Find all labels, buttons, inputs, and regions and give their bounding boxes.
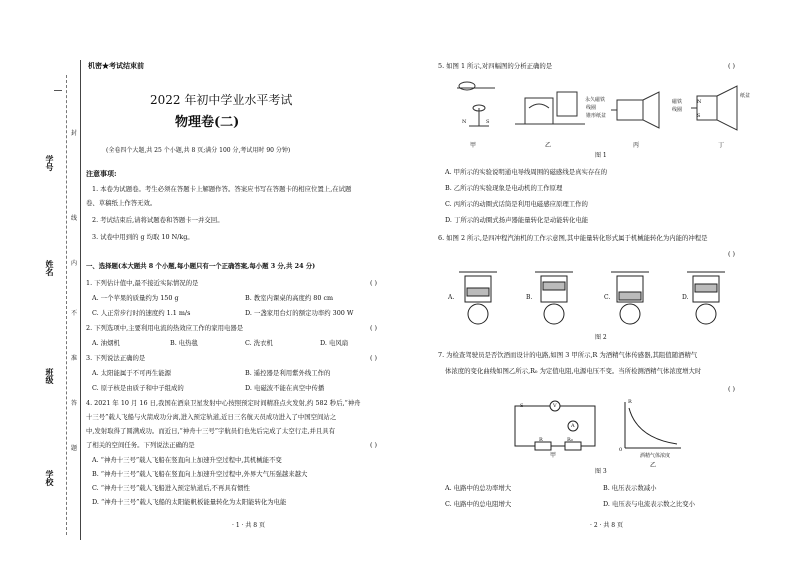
fig1-annotation-cone: 锥形纸盆 — [586, 113, 607, 119]
q4-answer-blank: ( ) — [370, 441, 378, 449]
q4-option-b: B. “神舟十三号”载人飞船在竖直向上加速升空过程中,外界大气压强越来越大 — [92, 470, 308, 478]
fig1-annotation-paper-cone: 纸盆 — [740, 93, 751, 99]
margin-label-class: 班级 — [45, 368, 55, 384]
q6-answer-blank: ( ) — [728, 250, 736, 258]
q1-option-a: A. 一个苹果的质量约为 150 g — [92, 294, 179, 302]
q1-stem: 1. 下列估计值中,最不接近实际情况的是 — [86, 279, 199, 287]
q2-option-a: A. 油烟机 — [92, 339, 120, 347]
q6-stem: 6. 如图 2 所示,是四冲程汽油机的工作示意图,其中能量转化形式属于机械能转化为内能的冲程是 — [438, 234, 708, 242]
fig1-annotation-magnet: 磁铁 — [672, 99, 683, 105]
q5-option-a: A. 甲所示的实验说明通电导线周围的磁感线是真实存在的 — [445, 168, 608, 176]
q2-option-c: C. 洗衣机 — [245, 339, 273, 347]
q1-option-c: C. 人正常步行时的速度约 1.1 m/s — [92, 309, 191, 317]
page-1-footer: · 1 · 共 8 页 — [232, 522, 265, 529]
fig3-switch-label: S — [520, 403, 524, 409]
q5-option-c: C. 丙所示的动圈式话筒是利用电磁感应原理工作的 — [445, 200, 588, 208]
fig1-pole-s: S — [697, 113, 701, 119]
q5-option-b: B. 乙所示的实验现象是电动机的工作原理 — [445, 184, 563, 192]
exam-info: (全卷四个大题,共 25 个小题,共 8 页;满分 100 分,考试用时 90 分钟) — [106, 147, 291, 154]
fig3-graph-ylabel: R — [628, 399, 632, 405]
fig3-label-jia: 甲 — [550, 452, 557, 459]
section-1-heading: 一、选择题(本大题共 8 个小题,每小题只有一个正确答案,每小题 3 分,共 24 分) — [86, 262, 316, 270]
note-line: 1. 本卷为试题卷。考生必须在答题卡上解题作答。答案应书写在答题卡的相应位置上,在试题 — [92, 185, 352, 193]
margin-blank-line — [54, 90, 62, 91]
cut-mark: 准 — [71, 355, 78, 362]
q4-option-d: D. “神舟十三号”载人飞船的太阳能帆板能量转化为太阳能转化为电能 — [92, 498, 287, 506]
margin-label-name: 姓名 — [45, 260, 55, 276]
q4-stem-line: 中,发射取得了圆满成功。而近日,“神舟十三号”宇航员们也先后完成了太空行走,并且具有 — [86, 427, 336, 435]
fig3-caption: 图 3 — [595, 468, 607, 475]
fig1-label-bing: 丙 — [633, 142, 640, 149]
fig1-label-yi: 乙 — [545, 142, 552, 149]
margin-label-student-id: 学号 — [45, 155, 55, 171]
engine-stroke-b — [535, 272, 573, 324]
binding-solid-line — [80, 60, 81, 540]
fig2-label-a: A. — [448, 294, 455, 301]
engine-stroke-d — [687, 272, 725, 324]
fig1-annotation-coil-2: 线圈 — [672, 107, 683, 113]
note-line: 卷、草稿纸上作答无效。 — [86, 199, 157, 207]
confidential-label: 机密★考试结束前 — [88, 61, 144, 70]
fig2-caption: 图 2 — [595, 334, 607, 341]
q1-answer-blank: ( ) — [370, 279, 378, 287]
fig2-label-d: D. — [682, 294, 689, 301]
q4-stem-line: 了相关的空间任务。下列说法正确的是 — [86, 441, 195, 449]
fig1-label-ding: 丁 — [718, 142, 725, 149]
q3-option-d: D. 电磁波不能在真空中传播 — [245, 384, 325, 392]
q5-stem: 5. 如图 1 所示,对四幅图的分析正确的是 — [438, 62, 553, 70]
q4-stem-line: 4. 2021 年 10 月 16 日,我国在酒泉卫星发射中心按照预定时间精准点火发射,约 582 秒后,“神舟 — [86, 399, 361, 407]
q2-option-d: D. 电风扇 — [320, 339, 349, 347]
fig3-graph — [625, 402, 681, 448]
fig2-label-c: C. — [604, 294, 611, 301]
cut-mark: 封 — [71, 130, 78, 137]
q3-stem: 3. 下列说法正确的是 — [86, 354, 146, 362]
fig1-annotation-coil: 线圈 — [586, 105, 597, 111]
q7-option-a: A. 电路中的总功率增大 — [445, 484, 512, 492]
fig1-annotation-permanent-magnet: 永久磁铁 — [585, 97, 606, 103]
q2-answer-blank: ( ) — [370, 324, 378, 332]
q7-option-d: D. 电压表与电流表示数之比变小 — [603, 500, 696, 508]
binding-cut-line — [66, 75, 67, 535]
q7-stem-line: 7. 为检查驾驶员是否饮酒而设计的电路,如图 3 甲所示,R 为酒精气体传感器,其阻值随酒精气 — [438, 351, 698, 359]
note-line: 2. 考试结束后,请将试题卷和答题卡一并交回。 — [92, 216, 224, 224]
q1-option-d: D. 一盏家用台灯的额定功率约 300 W — [245, 309, 354, 317]
exam-subtitle: 物理卷(二) — [175, 115, 240, 130]
fig3-r0-label: R₀ — [567, 437, 573, 443]
q2-stem: 2. 下列选项中,主要利用电流的热效应工作的家用电器是 — [86, 324, 244, 332]
cut-mark: 内 — [71, 260, 78, 267]
q3-answer-blank: ( ) — [370, 354, 378, 362]
q4-option-a: A. “神舟十三号”载人飞船在竖直向上加速升空过程中,其机械能不变 — [92, 456, 282, 464]
q3-option-b: B. 遥控器是利用紫外线工作的 — [245, 369, 331, 377]
fig3-graph-xlabel: 酒精气体浓度 — [640, 453, 671, 459]
margin-label-school: 学校 — [45, 470, 55, 486]
fig3-label-yi: 乙 — [650, 462, 657, 469]
q1-option-b: B. 教室内课桌的高度约 80 cm — [245, 294, 334, 302]
q3-option-c: C. 原子核是由质子和中子组成的 — [92, 384, 184, 392]
q4-option-c: C. “神舟十三号”载人飞船进入预定轨道后,不再具有惯性 — [92, 484, 250, 492]
figure-3-circuit-and-graph — [505, 398, 685, 458]
fig3-voltmeter-label: V — [553, 403, 557, 409]
fig1-caption: 图 1 — [595, 152, 607, 159]
fig3-r-label: R — [539, 437, 543, 443]
fig1-compass-n: N — [462, 119, 467, 125]
q3-option-a: A. 太阳能属于不可再生能源 — [92, 369, 171, 377]
q7-stem-line: 体浓度的变化曲线如图乙所示,R₀ 为定值电阻,电源电压不变。当所检测酒精气体浓度增大时 — [445, 367, 702, 375]
q4-stem-line: 十三号”载人飞船与火箭成功分离,进入预定轨道,近日三名航天员成功进入了中国空间站之 — [86, 413, 337, 421]
engine-stroke-a — [459, 272, 497, 324]
cut-mark: 题 — [71, 445, 78, 452]
fig1-panel-bing — [611, 92, 659, 128]
engine-stroke-c — [611, 272, 649, 324]
q7-option-b: B. 电压表示数减小 — [603, 484, 657, 492]
q7-answer-blank: ( ) — [728, 385, 736, 393]
fig1-label-jia: 甲 — [470, 142, 477, 149]
q2-option-b: B. 电热毯 — [170, 339, 198, 347]
note-line: 3. 试卷中用到的 g 均取 10 N/kg。 — [92, 233, 194, 241]
fig1-panel-ding — [691, 86, 737, 130]
fig1-compass-s: S — [486, 119, 490, 125]
cut-mark: 答 — [71, 400, 78, 407]
fig3-ammeter-label: A — [571, 423, 575, 429]
page-2-footer: · 2 · 共 8 页 — [590, 522, 623, 529]
cut-mark: 线 — [71, 215, 78, 222]
exam-title: 2022 年初中学业水平考试 — [150, 93, 293, 107]
figure-1-experiments — [445, 78, 765, 140]
fig3-graph-origin: 0 — [619, 447, 623, 453]
q5-answer-blank: ( ) — [728, 62, 736, 70]
cut-mark: 不 — [71, 310, 78, 317]
fig2-label-b: B. — [526, 294, 533, 301]
q5-option-d: D. 丁所示的动圈式扬声器能量转化是动能转化电能 — [445, 216, 589, 224]
fig1-pole-n: N — [697, 99, 702, 105]
fig1-panel-yi — [515, 92, 585, 124]
notes-title: 注意事项: — [86, 169, 117, 178]
q7-option-c: C. 电路中的总电阻增大 — [445, 500, 512, 508]
